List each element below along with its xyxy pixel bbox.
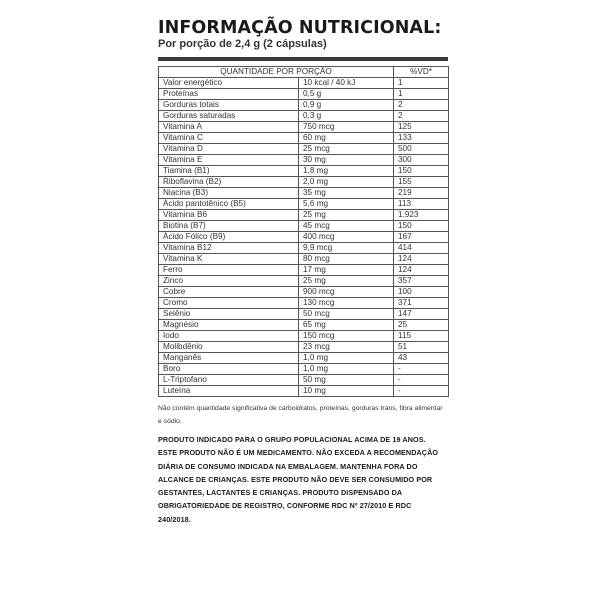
nutrient-vd: 357 (394, 276, 449, 287)
nutrient-vd: 51 (394, 342, 449, 353)
nutrient-vd: 133 (394, 133, 449, 144)
table-row (159, 166, 449, 177)
table-row (159, 287, 449, 298)
nutrient-name: Ferro (159, 265, 299, 276)
nutrient-vd: 124 (394, 265, 449, 276)
nutrient-vd: 150 (394, 166, 449, 177)
nutrient-name: Ácido Fólico (B9) (159, 232, 299, 243)
nutrient-vd: 43 (394, 353, 449, 364)
nutrient-name: Manganês (159, 353, 299, 364)
nutrient-name: Zinco (159, 276, 299, 287)
nutrient-amount: 80 mcg (299, 254, 394, 265)
warning-line: 240/2018. (158, 514, 191, 524)
table-row (159, 331, 449, 342)
nutrient-amount: 900 mcg (299, 287, 394, 298)
table-row (159, 199, 449, 210)
nutrient-amount: 150 mcg (299, 331, 394, 342)
nutrient-name: Tiamina (B1) (159, 166, 299, 177)
nutrition-table (158, 66, 449, 397)
nutrient-amount: 45 mcg (299, 221, 394, 232)
table-row (159, 111, 449, 122)
nutrition-table-body (159, 78, 449, 397)
table-row (159, 342, 449, 353)
nutrient-name: Biotina (B7) (159, 221, 299, 232)
nutrient-vd: 113 (394, 199, 449, 210)
nutrient-amount: 9,9 mcg (299, 243, 394, 254)
nutrient-name: L-Triptofano (159, 375, 299, 386)
nutrient-amount: 5,6 mg (299, 199, 394, 210)
nutrient-name: Selênio (159, 309, 299, 320)
title-divider (158, 57, 448, 61)
nutrient-name: Vitamina B12 (159, 243, 299, 254)
nutrient-name: Boro (159, 364, 299, 375)
nutrient-vd: 1 (394, 89, 449, 100)
nutrient-vd: 414 (394, 243, 449, 254)
nutrient-vd: 300 (394, 155, 449, 166)
warning-line: DIÁRIA DE CONSUMO INDICADA NA EMBALAGEM. MANTENHA FORA DO (158, 461, 418, 471)
table-row (159, 375, 449, 386)
nutrient-name: Valor energético (159, 78, 299, 89)
nutrient-amount: 50 mcg (299, 309, 394, 320)
table-row (159, 177, 449, 188)
nutrient-amount: 0,3 g (299, 111, 394, 122)
table-row (159, 221, 449, 232)
table-row (159, 309, 449, 320)
table-row (159, 364, 449, 375)
nutrient-vd: 1 (394, 78, 449, 89)
nutrient-vd: 219 (394, 188, 449, 199)
nutrient-vd: 124 (394, 254, 449, 265)
table-row (159, 320, 449, 331)
nutrient-vd: 155 (394, 177, 449, 188)
nutrient-name: Riboflavina (B2) (159, 177, 299, 188)
nutrient-name: Cromo (159, 298, 299, 309)
nutrient-vd: 147 (394, 309, 449, 320)
table-row (159, 144, 449, 155)
warning-line: OBRIGATORIEDADE DE REGISTRO, CONFORME RDC Nº 27/2010 E RDC (158, 501, 412, 511)
nutrition-panel (158, 18, 448, 526)
nutrient-vd: 150 (394, 221, 449, 232)
table-row (159, 210, 449, 221)
header-vd: %VD* (394, 67, 449, 78)
table-row (159, 265, 449, 276)
nutrient-vd: 25 (394, 320, 449, 331)
nutrient-amount: 25 mg (299, 210, 394, 221)
nutrient-amount: 60 mg (299, 133, 394, 144)
nutrient-amount: 0,5 g (299, 89, 394, 100)
nutrient-amount: 35 mg (299, 188, 394, 199)
nutrient-vd: 371 (394, 298, 449, 309)
warning-line: ALCANCE DE CRIANÇAS. ESTE PRODUTO NÃO DEVE SER CONSUMIDO POR (158, 474, 433, 484)
page-title: INFORMAÇÃO NUTRICIONAL: (158, 18, 442, 38)
warning-line: PRODUTO INDICADO PARA O GRUPO POPULACIONAL ACIMA DE 19 ANOS. (158, 435, 426, 444)
table-row (159, 188, 449, 199)
nutrient-vd: 1.923 (394, 210, 449, 221)
nutrient-vd: - (394, 386, 449, 397)
nutrient-vd: - (394, 364, 449, 375)
nutrient-name: Vitamina A (159, 122, 299, 133)
nutrient-vd: 100 (394, 287, 449, 298)
table-row (159, 254, 449, 265)
nutrient-name: Vitamina D (159, 144, 299, 155)
table-header-row (159, 67, 449, 78)
nutrient-name: Vitamina K (159, 254, 299, 265)
table-row (159, 243, 449, 254)
nutrient-name: Proteínas (159, 89, 299, 100)
nutrient-amount: 750 mcg (299, 122, 394, 133)
nutrient-name: Gorduras saturadas (159, 111, 299, 122)
nutrient-vd: 125 (394, 122, 449, 133)
table-row (159, 100, 449, 111)
table-row (159, 78, 449, 89)
nutrient-name: Vitamina B6 (159, 210, 299, 221)
nutrient-amount: 0,9 g (299, 100, 394, 111)
nutrient-amount: 30 mg (299, 155, 394, 166)
table-row (159, 232, 449, 243)
nutrient-vd: 167 (394, 232, 449, 243)
nutrient-amount: 50 mg (299, 375, 394, 386)
nutrient-amount: 23 mcg (299, 342, 394, 353)
table-row (159, 155, 449, 166)
serving-size: Por porção de 2,4 g (2 cápsulas) (158, 38, 327, 50)
nutrient-amount: 65 mg (299, 320, 394, 331)
table-row (159, 298, 449, 309)
warning-line: GESTANTES, LACTANTES E CRIANÇAS. PRODUTO DISPENSADO DA (158, 488, 403, 498)
nutrient-amount: 1,8 mg (299, 166, 394, 177)
nutrient-name: Vitamina E (159, 155, 299, 166)
nutrient-name: Ácido pantotênico (B5) (159, 199, 299, 210)
nutrient-amount: 17 mg (299, 265, 394, 276)
nutrient-vd: - (394, 375, 449, 386)
nutrient-name: Luteína (159, 386, 299, 397)
nutrient-amount: 25 mcg (299, 144, 394, 155)
nutrient-amount: 1,0 mg (299, 353, 394, 364)
nutrient-amount: 10 mg (299, 386, 394, 397)
nutrient-amount: 130 mcg (299, 298, 394, 309)
nutrient-vd: 115 (394, 331, 449, 342)
nutrient-amount: 2,0 mg (299, 177, 394, 188)
nutrient-amount: 10 kcal / 40 kJ (299, 78, 394, 89)
nutrient-name: Iodo (159, 331, 299, 342)
table-row (159, 133, 449, 144)
nutrient-vd: 2 (394, 100, 449, 111)
table-row (159, 276, 449, 287)
table-row (159, 353, 449, 364)
nutrient-vd: 500 (394, 144, 449, 155)
nutrient-amount: 400 mcg (299, 232, 394, 243)
table-row (159, 386, 449, 397)
footnote: Não contém quantidade significativa de carboidratos, proteínas, gorduras trans, fibra alimentar e sódio. (158, 405, 443, 425)
nutrient-amount: 25 mg (299, 276, 394, 287)
warning-line: ESTE PRODUTO NÃO É UM MEDICAMENTO. NÃO EXCEDA A RECOMENDAÇÃO (158, 448, 439, 458)
header-quantity: QUANTIDADE POR PORÇÃO (159, 67, 394, 78)
table-row (159, 122, 449, 133)
nutrient-name: Gorduras totais (159, 100, 299, 111)
nutrient-name: Magnésio (159, 320, 299, 331)
nutrient-name: Cobre (159, 287, 299, 298)
nutrient-name: Niacina (B3) (159, 188, 299, 199)
nutrient-name: Vitamina C (159, 133, 299, 144)
nutrient-amount: 1,0 mg (299, 364, 394, 375)
nutrient-name: Molibdênio (159, 342, 299, 353)
warning-text (158, 433, 448, 526)
table-row (159, 89, 449, 100)
nutrient-vd: 2 (394, 111, 449, 122)
